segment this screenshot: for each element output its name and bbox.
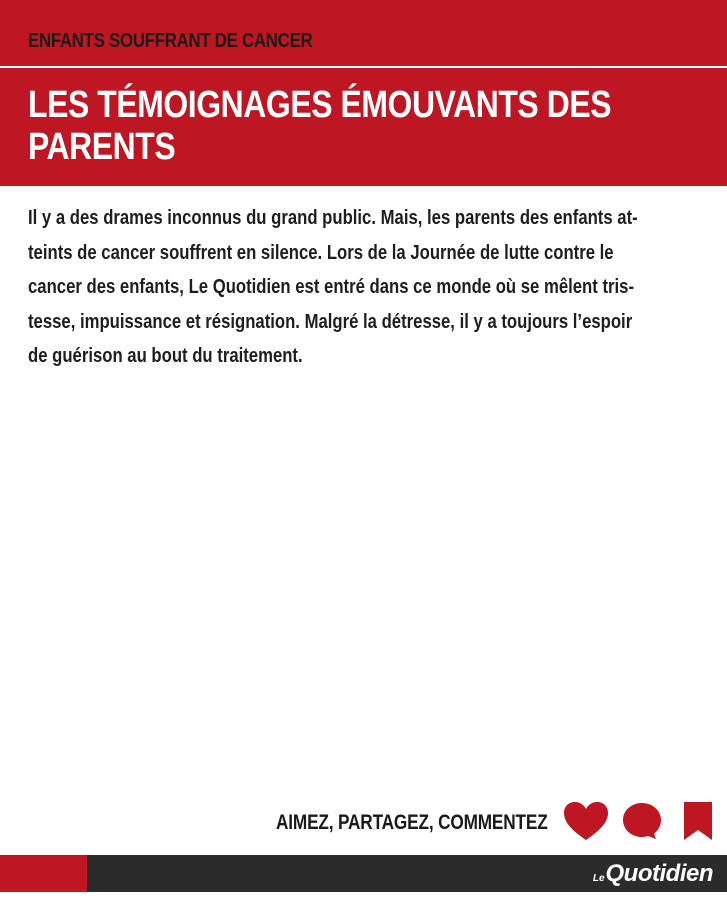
headline-line-2: PARENTS bbox=[28, 126, 176, 168]
summary-line: Il y a des drames inconnus du grand public. Mais, les parents des enfants at- bbox=[28, 207, 638, 229]
logo-prefix: Le bbox=[592, 873, 605, 884]
bookmark-icon[interactable] bbox=[682, 801, 714, 841]
headline-line-1: LES TÉMOIGNAGES ÉMOUVANTS DES bbox=[28, 84, 612, 126]
summary-line: tesse, impuissance et résignation. Malgré la détresse, il y a toujours l’espoir bbox=[28, 310, 633, 333]
summary-line: de guérison au bout du traitement. bbox=[28, 345, 303, 367]
article-summary bbox=[28, 201, 696, 374]
summary-line: teints de cancer souffrent en silence. Lors de la Journée de lutte contre le bbox=[28, 241, 614, 264]
header-divider bbox=[0, 66, 727, 68]
headline bbox=[28, 84, 683, 168]
footer-accent bbox=[0, 855, 87, 892]
header-banner bbox=[0, 0, 727, 186]
kicker-label: ENFANTS SOUFFRANT DE CANCER bbox=[28, 30, 313, 52]
comment-icon[interactable] bbox=[622, 802, 662, 840]
logo-name: Quotidien bbox=[605, 860, 713, 887]
heart-icon[interactable] bbox=[563, 801, 609, 841]
le-quotidien-logo bbox=[593, 857, 713, 890]
cta-text: AIMEZ, PARTAGEZ, COMMENTEZ bbox=[276, 811, 548, 834]
summary-line: cancer des enfants, Le Quotidien est entré dans ce monde où se mêlent tris- bbox=[28, 276, 635, 298]
